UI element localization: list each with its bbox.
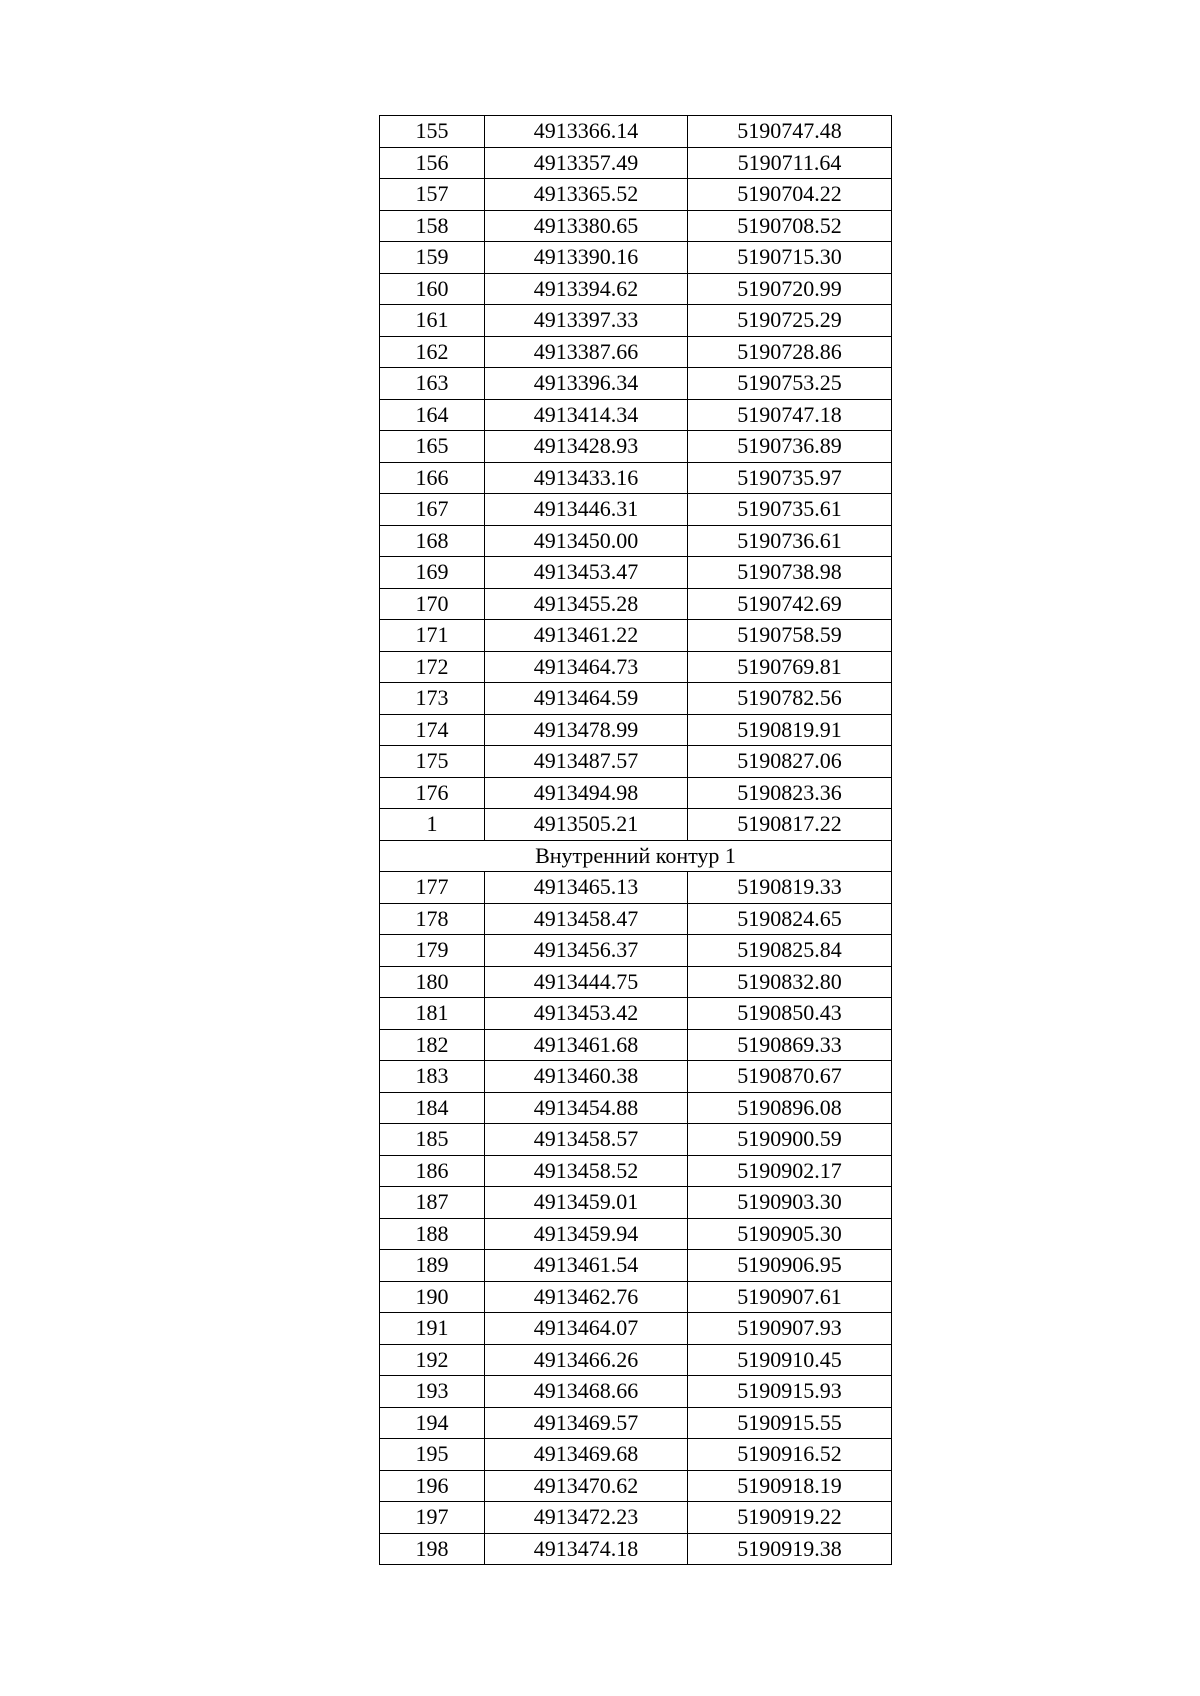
point-number-cell: 168 <box>380 525 485 557</box>
y-coordinate-cell: 5190896.08 <box>688 1092 892 1124</box>
point-number-cell: 175 <box>380 746 485 778</box>
y-coordinate-cell: 5190905.30 <box>688 1218 892 1250</box>
x-coordinate-cell: 4913460.38 <box>485 1061 688 1093</box>
y-coordinate-cell: 5190725.29 <box>688 305 892 337</box>
y-coordinate-cell: 5190782.56 <box>688 683 892 715</box>
table-row <box>380 998 892 1030</box>
section-heading: Внутренний контур 1 <box>380 840 892 872</box>
point-number-cell: 185 <box>380 1124 485 1156</box>
point-number-cell: 188 <box>380 1218 485 1250</box>
table-row <box>380 966 892 998</box>
point-number-cell: 180 <box>380 966 485 998</box>
y-coordinate-cell: 5190902.17 <box>688 1155 892 1187</box>
y-coordinate-cell: 5190758.59 <box>688 620 892 652</box>
x-coordinate-cell: 4913461.22 <box>485 620 688 652</box>
table-row <box>380 116 892 148</box>
y-coordinate-cell: 5190869.33 <box>688 1029 892 1061</box>
x-coordinate-cell: 4913461.68 <box>485 1029 688 1061</box>
x-coordinate-cell: 4913469.68 <box>485 1439 688 1471</box>
y-coordinate-cell: 5190907.61 <box>688 1281 892 1313</box>
x-coordinate-cell: 4913470.62 <box>485 1470 688 1502</box>
point-number-cell: 156 <box>380 147 485 179</box>
x-coordinate-cell: 4913454.88 <box>485 1092 688 1124</box>
point-number-cell: 169 <box>380 557 485 589</box>
section-heading-row <box>380 840 892 872</box>
x-coordinate-cell: 4913505.21 <box>485 809 688 841</box>
point-number-cell: 166 <box>380 462 485 494</box>
table-row <box>380 242 892 274</box>
table-row <box>380 1344 892 1376</box>
y-coordinate-cell: 5190819.91 <box>688 714 892 746</box>
x-coordinate-cell: 4913464.07 <box>485 1313 688 1345</box>
y-coordinate-cell: 5190823.36 <box>688 777 892 809</box>
y-coordinate-cell: 5190747.18 <box>688 399 892 431</box>
point-number-cell: 163 <box>380 368 485 400</box>
table-row <box>380 1533 892 1565</box>
table-row <box>380 305 892 337</box>
point-number-cell: 171 <box>380 620 485 652</box>
y-coordinate-cell: 5190915.55 <box>688 1407 892 1439</box>
y-coordinate-cell: 5190825.84 <box>688 935 892 967</box>
table-row <box>380 1470 892 1502</box>
point-number-cell: 195 <box>380 1439 485 1471</box>
point-number-cell: 178 <box>380 903 485 935</box>
x-coordinate-cell: 4913462.76 <box>485 1281 688 1313</box>
x-coordinate-cell: 4913464.73 <box>485 651 688 683</box>
point-number-cell: 170 <box>380 588 485 620</box>
table-row <box>380 494 892 526</box>
x-coordinate-cell: 4913458.52 <box>485 1155 688 1187</box>
x-coordinate-cell: 4913458.47 <box>485 903 688 935</box>
point-number-cell: 186 <box>380 1155 485 1187</box>
y-coordinate-cell: 5190832.80 <box>688 966 892 998</box>
table-row <box>380 273 892 305</box>
point-number-cell: 172 <box>380 651 485 683</box>
point-number-cell: 179 <box>380 935 485 967</box>
point-number-cell: 192 <box>380 1344 485 1376</box>
x-coordinate-cell: 4913396.34 <box>485 368 688 400</box>
table-row <box>380 935 892 967</box>
x-coordinate-cell: 4913366.14 <box>485 116 688 148</box>
y-coordinate-cell: 5190919.38 <box>688 1533 892 1565</box>
x-coordinate-cell: 4913464.59 <box>485 683 688 715</box>
x-coordinate-cell: 4913453.42 <box>485 998 688 1030</box>
point-number-cell: 196 <box>380 1470 485 1502</box>
table-row <box>380 1187 892 1219</box>
x-coordinate-cell: 4913453.47 <box>485 557 688 589</box>
table-row <box>380 1124 892 1156</box>
table-row <box>380 1376 892 1408</box>
table-row <box>380 903 892 935</box>
x-coordinate-cell: 4913461.54 <box>485 1250 688 1282</box>
x-coordinate-cell: 4913433.16 <box>485 462 688 494</box>
y-coordinate-cell: 5190918.19 <box>688 1470 892 1502</box>
point-number-cell: 184 <box>380 1092 485 1124</box>
point-number-cell: 155 <box>380 116 485 148</box>
x-coordinate-cell: 4913494.98 <box>485 777 688 809</box>
point-number-cell: 160 <box>380 273 485 305</box>
point-number-cell: 189 <box>380 1250 485 1282</box>
y-coordinate-cell: 5190715.30 <box>688 242 892 274</box>
point-number-cell: 165 <box>380 431 485 463</box>
x-coordinate-cell: 4913387.66 <box>485 336 688 368</box>
y-coordinate-cell: 5190753.25 <box>688 368 892 400</box>
y-coordinate-cell: 5190735.61 <box>688 494 892 526</box>
x-coordinate-cell: 4913380.65 <box>485 210 688 242</box>
point-number-cell: 197 <box>380 1502 485 1534</box>
x-coordinate-cell: 4913478.99 <box>485 714 688 746</box>
table-row <box>380 1502 892 1534</box>
x-coordinate-cell: 4913446.31 <box>485 494 688 526</box>
y-coordinate-cell: 5190827.06 <box>688 746 892 778</box>
table-row <box>380 179 892 211</box>
x-coordinate-cell: 4913394.62 <box>485 273 688 305</box>
x-coordinate-cell: 4913365.52 <box>485 179 688 211</box>
table-row <box>380 1250 892 1282</box>
table-row <box>380 557 892 589</box>
y-coordinate-cell: 5190817.22 <box>688 809 892 841</box>
x-coordinate-cell: 4913455.28 <box>485 588 688 620</box>
table-row <box>380 368 892 400</box>
x-coordinate-cell: 4913390.16 <box>485 242 688 274</box>
point-number-cell: 167 <box>380 494 485 526</box>
point-number-cell: 181 <box>380 998 485 1030</box>
table-row <box>380 714 892 746</box>
point-number-cell: 159 <box>380 242 485 274</box>
y-coordinate-cell: 5190903.30 <box>688 1187 892 1219</box>
y-coordinate-cell: 5190850.43 <box>688 998 892 1030</box>
table-row <box>380 1061 892 1093</box>
point-number-cell: 1 <box>380 809 485 841</box>
table-row <box>380 620 892 652</box>
table-row <box>380 809 892 841</box>
y-coordinate-cell: 5190720.99 <box>688 273 892 305</box>
x-coordinate-cell: 4913444.75 <box>485 966 688 998</box>
y-coordinate-cell: 5190819.33 <box>688 872 892 904</box>
y-coordinate-cell: 5190742.69 <box>688 588 892 620</box>
table-row <box>380 1029 892 1061</box>
y-coordinate-cell: 5190735.97 <box>688 462 892 494</box>
y-coordinate-cell: 5190736.89 <box>688 431 892 463</box>
table-row <box>380 746 892 778</box>
x-coordinate-cell: 4913466.26 <box>485 1344 688 1376</box>
table-row <box>380 651 892 683</box>
y-coordinate-cell: 5190906.95 <box>688 1250 892 1282</box>
table-row <box>380 1155 892 1187</box>
point-number-cell: 164 <box>380 399 485 431</box>
table-row <box>380 431 892 463</box>
y-coordinate-cell: 5190708.52 <box>688 210 892 242</box>
point-number-cell: 158 <box>380 210 485 242</box>
y-coordinate-cell: 5190711.64 <box>688 147 892 179</box>
coordinates-table-body <box>380 116 892 1565</box>
x-coordinate-cell: 4913458.57 <box>485 1124 688 1156</box>
y-coordinate-cell: 5190824.65 <box>688 903 892 935</box>
x-coordinate-cell: 4913465.13 <box>485 872 688 904</box>
point-number-cell: 182 <box>380 1029 485 1061</box>
y-coordinate-cell: 5190704.22 <box>688 179 892 211</box>
y-coordinate-cell: 5190728.86 <box>688 336 892 368</box>
y-coordinate-cell: 5190769.81 <box>688 651 892 683</box>
y-coordinate-cell: 5190736.61 <box>688 525 892 557</box>
point-number-cell: 161 <box>380 305 485 337</box>
table-row <box>380 588 892 620</box>
table-row <box>380 1313 892 1345</box>
x-coordinate-cell: 4913459.94 <box>485 1218 688 1250</box>
coordinates-table <box>379 115 892 1565</box>
x-coordinate-cell: 4913414.34 <box>485 399 688 431</box>
x-coordinate-cell: 4913397.33 <box>485 305 688 337</box>
table-row <box>380 777 892 809</box>
x-coordinate-cell: 4913456.37 <box>485 935 688 967</box>
point-number-cell: 187 <box>380 1187 485 1219</box>
table-row <box>380 1407 892 1439</box>
table-row <box>380 683 892 715</box>
point-number-cell: 177 <box>380 872 485 904</box>
x-coordinate-cell: 4913450.00 <box>485 525 688 557</box>
point-number-cell: 174 <box>380 714 485 746</box>
y-coordinate-cell: 5190919.22 <box>688 1502 892 1534</box>
y-coordinate-cell: 5190900.59 <box>688 1124 892 1156</box>
point-number-cell: 190 <box>380 1281 485 1313</box>
table-row <box>380 462 892 494</box>
y-coordinate-cell: 5190747.48 <box>688 116 892 148</box>
y-coordinate-cell: 5190910.45 <box>688 1344 892 1376</box>
x-coordinate-cell: 4913459.01 <box>485 1187 688 1219</box>
table-row <box>380 1092 892 1124</box>
table-row <box>380 872 892 904</box>
table-row <box>380 1218 892 1250</box>
y-coordinate-cell: 5190738.98 <box>688 557 892 589</box>
table-row <box>380 336 892 368</box>
x-coordinate-cell: 4913472.23 <box>485 1502 688 1534</box>
point-number-cell: 173 <box>380 683 485 715</box>
x-coordinate-cell: 4913487.57 <box>485 746 688 778</box>
x-coordinate-cell: 4913469.57 <box>485 1407 688 1439</box>
x-coordinate-cell: 4913468.66 <box>485 1376 688 1408</box>
point-number-cell: 157 <box>380 179 485 211</box>
point-number-cell: 176 <box>380 777 485 809</box>
y-coordinate-cell: 5190870.67 <box>688 1061 892 1093</box>
x-coordinate-cell: 4913428.93 <box>485 431 688 463</box>
table-row <box>380 399 892 431</box>
y-coordinate-cell: 5190916.52 <box>688 1439 892 1471</box>
x-coordinate-cell: 4913474.18 <box>485 1533 688 1565</box>
table-row <box>380 147 892 179</box>
point-number-cell: 193 <box>380 1376 485 1408</box>
point-number-cell: 162 <box>380 336 485 368</box>
table-row <box>380 1439 892 1471</box>
y-coordinate-cell: 5190915.93 <box>688 1376 892 1408</box>
point-number-cell: 194 <box>380 1407 485 1439</box>
y-coordinate-cell: 5190907.93 <box>688 1313 892 1345</box>
point-number-cell: 183 <box>380 1061 485 1093</box>
table-row <box>380 525 892 557</box>
point-number-cell: 198 <box>380 1533 485 1565</box>
table-row <box>380 1281 892 1313</box>
x-coordinate-cell: 4913357.49 <box>485 147 688 179</box>
table-row <box>380 210 892 242</box>
point-number-cell: 191 <box>380 1313 485 1345</box>
